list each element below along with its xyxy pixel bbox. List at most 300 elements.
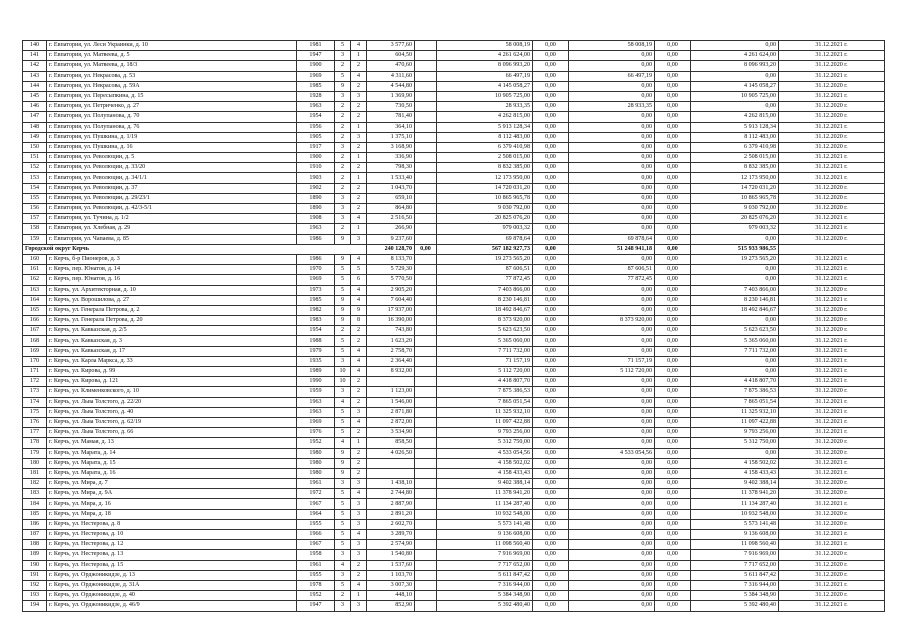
floors-cell: 5 (335, 336, 351, 346)
col10-cell: 0,00 (569, 305, 655, 315)
group-row-kerch (23, 244, 885, 254)
completion-date-cell: 31.12.2021 г. (779, 458, 885, 468)
col11-cell: 0,00 (655, 224, 691, 234)
year-built-cell: 1966 (297, 530, 335, 540)
col11-cell: 0,00 (655, 591, 691, 601)
col9-cell: 0,00 (533, 580, 569, 590)
col10-cell: 0,00 (569, 479, 655, 489)
year-built-cell: 1986 (297, 254, 335, 264)
entrances-cell: 4 (351, 580, 367, 590)
col7-cell (415, 81, 437, 91)
row-number-cell: 165 (23, 305, 47, 315)
entrances-cell: 1 (351, 224, 367, 234)
col11-cell: 0,00 (655, 377, 691, 387)
entrances-cell: 3 (351, 519, 367, 529)
col11-cell: 0,00 (655, 499, 691, 509)
year-built-cell: 1985 (297, 81, 335, 91)
total-cost-cell: 7 916 969,00 (437, 550, 533, 560)
col7-cell (415, 234, 437, 244)
total-area-cell: 16 390,00 (367, 316, 415, 326)
year-built-cell: 1989 (297, 367, 335, 377)
floors-cell: 5 (335, 530, 351, 540)
address-cell: г. Керчь, ул. Нестерова, д. 8 (47, 519, 297, 529)
table-row (23, 214, 885, 224)
col12-cell: 0,00 (691, 41, 779, 51)
row-number-cell: 178 (23, 438, 47, 448)
col10-cell: 0,00 (569, 458, 655, 468)
row-number-cell: 176 (23, 417, 47, 427)
table-row (23, 367, 885, 377)
total-area-cell: 852,90 (367, 601, 415, 611)
total-area-cell: 8 133,70 (367, 254, 415, 264)
address-cell: г. Евпатория, ул. Революции, д. 37 (47, 183, 297, 193)
col9-cell: 0,00 (533, 438, 569, 448)
year-built-cell: 1980 (297, 468, 335, 478)
address-cell: г. Керчь, ул. Мамая, д. 13 (47, 438, 297, 448)
col10-cell: 0,00 (569, 295, 655, 305)
table-row (23, 519, 885, 529)
floors-cell: 3 (335, 479, 351, 489)
col7-cell (415, 540, 437, 550)
col9-cell: 0,00 (533, 336, 569, 346)
entrances-cell: 3 (351, 234, 367, 244)
col9-cell: 0,00 (533, 305, 569, 315)
table-row (23, 305, 885, 315)
table-row (23, 601, 885, 611)
col12-cell: 20 825 076,20 (691, 214, 779, 224)
year-built-cell: 1978 (297, 580, 335, 590)
entrances-cell: 3 (351, 601, 367, 611)
completion-date-cell: 31.12.2020 г. (779, 509, 885, 519)
table-row (23, 417, 885, 427)
col11-cell: 0,00 (655, 397, 691, 407)
col9-cell: 0,00 (533, 356, 569, 366)
group-col9: 0,00 (533, 244, 569, 254)
group-date (779, 244, 885, 254)
entrances-cell: 3 (351, 499, 367, 509)
entrances-cell: 2 (351, 204, 367, 214)
floors-cell: 5 (335, 71, 351, 81)
completion-date-cell: 31.12.2020 г. (779, 489, 885, 499)
total-cost-cell: 9 402 388,14 (437, 479, 533, 489)
year-built-cell: 1905 (297, 132, 335, 142)
group-col11: 0,00 (655, 244, 691, 254)
total-cost-cell: 10 865 965,78 (437, 193, 533, 203)
address-cell: г. Евпатория, ул. Леси Украинки, д. 10 (47, 41, 297, 51)
group-col10: 51 248 941,18 (569, 244, 655, 254)
total-area-cell: 9 237,60 (367, 234, 415, 244)
col9-cell: 0,00 (533, 71, 569, 81)
completion-date-cell: 31.12.2021 г. (779, 153, 885, 163)
col11-cell: 0,00 (655, 417, 691, 427)
total-area-cell: 2 871,80 (367, 407, 415, 417)
col7-cell (415, 509, 437, 519)
total-area-cell: 266,90 (367, 224, 415, 234)
col10-cell: 0,00 (569, 499, 655, 509)
address-cell: г. Евпатория, ул. Революции, д. 34/1/1 (47, 173, 297, 183)
col11-cell: 0,00 (655, 367, 691, 377)
floors-cell: 9 (335, 316, 351, 326)
total-cost-cell: 4 262 815,00 (437, 112, 533, 122)
row-number-cell: 151 (23, 153, 47, 163)
row-number-cell: 162 (23, 275, 47, 285)
col9-cell: 0,00 (533, 61, 569, 71)
col12-cell: 0,00 (691, 356, 779, 366)
col10-cell: 0,00 (569, 387, 655, 397)
year-built-cell: 1952 (297, 438, 335, 448)
year-built-cell: 1961 (297, 479, 335, 489)
col10-cell: 0,00 (569, 112, 655, 122)
col11-cell: 0,00 (655, 448, 691, 458)
col10-cell: 0,00 (569, 173, 655, 183)
entrances-cell: 2 (351, 387, 367, 397)
row-number-cell: 168 (23, 336, 47, 346)
total-cost-cell: 5 623 623,50 (437, 326, 533, 336)
address-cell: г. Керчь, ул. Льва Толстого, д. 40 (47, 407, 297, 417)
address-cell: г. Керчь, ул. Льва Толстого, д. 22/20 (47, 397, 297, 407)
address-cell: г. Керчь, ул. Марата, д. 15 (47, 458, 297, 468)
row-number-cell: 156 (23, 204, 47, 214)
total-area-cell: 3 534,90 (367, 428, 415, 438)
floors-cell: 5 (335, 285, 351, 295)
col10-cell: 0,00 (569, 468, 655, 478)
address-cell: г. Евпатория, ул. Революции, д. 42/3-5/1 (47, 204, 297, 214)
address-cell: г. Керчь, ул. Кирова, д. 99 (47, 367, 297, 377)
floors-cell: 3 (335, 387, 351, 397)
entrances-cell: 4 (351, 285, 367, 295)
floors-cell: 2 (335, 326, 351, 336)
floors-cell: 2 (335, 112, 351, 122)
entrances-cell: 4 (351, 214, 367, 224)
col11-cell: 0,00 (655, 316, 691, 326)
table-row (23, 132, 885, 142)
col9-cell: 0,00 (533, 316, 569, 326)
entrances-cell: 2 (351, 102, 367, 112)
col12-cell: 10 865 965,78 (691, 193, 779, 203)
entrances-cell: 3 (351, 550, 367, 560)
row-number-cell: 143 (23, 71, 47, 81)
col9-cell: 0,00 (533, 163, 569, 173)
col11-cell: 0,00 (655, 479, 691, 489)
address-cell: г. Евпатория, ул. Хлебная, д. 29 (47, 224, 297, 234)
col10-cell: 0,00 (569, 540, 655, 550)
total-cost-cell: 4 418 807,70 (437, 377, 533, 387)
total-cost-cell: 7 865 051,54 (437, 397, 533, 407)
address-cell: г. Керчь, ул. Нестерова, д. 10 (47, 530, 297, 540)
col10-cell: 0,00 (569, 326, 655, 336)
total-area-cell: 3 577,60 (367, 41, 415, 51)
col11-cell: 0,00 (655, 489, 691, 499)
total-area-cell (367, 468, 415, 478)
col10-cell: 69 878,64 (569, 234, 655, 244)
floors-cell: 2 (335, 591, 351, 601)
col10-cell: 0,00 (569, 346, 655, 356)
total-cost-cell: 18 492 846,67 (437, 305, 533, 315)
col7-cell (415, 458, 437, 468)
year-built-cell: 1981 (297, 41, 335, 51)
table-row (23, 356, 885, 366)
floors-cell: 2 (335, 163, 351, 173)
col11-cell: 0,00 (655, 407, 691, 417)
col10-cell: 0,00 (569, 183, 655, 193)
col7-cell (415, 51, 437, 61)
col7-cell (415, 601, 437, 611)
col10-cell: 0,00 (569, 224, 655, 234)
table-row (23, 448, 885, 458)
address-cell: г. Керчь, ул. Нестерова, д. 12 (47, 540, 297, 550)
col9-cell: 0,00 (533, 81, 569, 91)
row-number-cell: 164 (23, 295, 47, 305)
row-number-cell: 147 (23, 112, 47, 122)
address-cell: г. Керчь, ул. Кавказская, д. 3 (47, 336, 297, 346)
col7-cell (415, 224, 437, 234)
completion-date-cell: 31.12.2021 г. (779, 41, 885, 51)
completion-date-cell: 31.12.2021 г. (779, 163, 885, 173)
completion-date-cell: 31.12.2020 г. (779, 326, 885, 336)
total-area-cell: 1 123,00 (367, 387, 415, 397)
address-cell: г. Евпатория, ул. Матвеева, д. 18/3 (47, 61, 297, 71)
col7-cell (415, 519, 437, 529)
floors-cell: 3 (335, 570, 351, 580)
col10-cell: 66 497,19 (569, 71, 655, 81)
col11-cell: 0,00 (655, 285, 691, 295)
floors-cell: 2 (335, 61, 351, 71)
floors-cell: 3 (335, 356, 351, 366)
floors-cell: 3 (335, 193, 351, 203)
col12-cell: 12 173 950,00 (691, 173, 779, 183)
col7-cell (415, 254, 437, 264)
col7-cell (415, 428, 437, 438)
table-row (23, 204, 885, 214)
col10-cell: 28 933,35 (569, 102, 655, 112)
completion-date-cell: 31.12.2020 г. (779, 550, 885, 560)
row-number-cell: 146 (23, 102, 47, 112)
table-row (23, 530, 885, 540)
col7-cell (415, 580, 437, 590)
table-row (23, 254, 885, 264)
col11-cell: 0,00 (655, 204, 691, 214)
col7-cell (415, 214, 437, 224)
address-cell: г. Керчь, ул. Кавказская, д. 2/5 (47, 326, 297, 336)
row-number-cell: 171 (23, 367, 47, 377)
col9-cell: 0,00 (533, 468, 569, 478)
total-area-cell: 2 872,00 (367, 417, 415, 427)
group-col7: 0,00 (415, 244, 437, 254)
floors-cell: 5 (335, 580, 351, 590)
col7-cell (415, 295, 437, 305)
entrances-cell: 3 (351, 407, 367, 417)
entrances-cell: 2 (351, 336, 367, 346)
col7-cell (415, 265, 437, 275)
col12-cell: 9 793 256,00 (691, 428, 779, 438)
total-area-cell: 3 007,30 (367, 580, 415, 590)
total-cost-cell: 77 872,45 (437, 275, 533, 285)
floors-cell: 2 (335, 224, 351, 234)
total-cost-cell: 5 384 348,90 (437, 591, 533, 601)
table-row (23, 275, 885, 285)
entrances-cell: 2 (351, 560, 367, 570)
housing-table (22, 40, 885, 612)
col12-cell: 4 145 058,27 (691, 81, 779, 91)
completion-date-cell: 31.12.2020 г. (779, 285, 885, 295)
total-cost-cell: 5 392 480,40 (437, 601, 533, 611)
col9-cell: 0,00 (533, 397, 569, 407)
floors-cell: 2 (335, 153, 351, 163)
col12-cell: 18 492 846,67 (691, 305, 779, 315)
col12-cell: 11 134 287,40 (691, 499, 779, 509)
col9-cell: 0,00 (533, 387, 569, 397)
entrances-cell: 4 (351, 367, 367, 377)
year-built-cell: 1969 (297, 417, 335, 427)
col9-cell: 0,00 (533, 132, 569, 142)
floors-cell: 5 (335, 519, 351, 529)
floors-cell: 5 (335, 346, 351, 356)
col12-cell: 6 379 410,98 (691, 142, 779, 152)
table-row (23, 591, 885, 601)
entrances-cell: 4 (351, 489, 367, 499)
completion-date-cell: 31.12.2020 г. (779, 61, 885, 71)
table-row (23, 91, 885, 101)
completion-date-cell: 31.12.2021 г. (779, 499, 885, 509)
col11-cell: 0,00 (655, 509, 691, 519)
table-row (23, 479, 885, 489)
col11-cell: 0,00 (655, 214, 691, 224)
col7-cell (415, 550, 437, 560)
address-cell: г. Евпатория, ул. Пушкина, д. 16 (47, 142, 297, 152)
entrances-cell: 3 (351, 91, 367, 101)
completion-date-cell: 31.12.2021 г. (779, 295, 885, 305)
col11-cell: 0,00 (655, 51, 691, 61)
col11-cell: 0,00 (655, 132, 691, 142)
completion-date-cell: 31.12.2021 г. (779, 254, 885, 264)
floors-cell: 5 (335, 265, 351, 275)
col9-cell: 0,00 (533, 41, 569, 51)
table-row (23, 316, 885, 326)
col12-cell: 7 717 652,00 (691, 560, 779, 570)
total-area-cell: 5 770,50 (367, 275, 415, 285)
col11-cell: 0,00 (655, 428, 691, 438)
total-cost-cell: 4 533 054,56 (437, 448, 533, 458)
total-cost-cell: 7 875 386,53 (437, 387, 533, 397)
col12-cell: 14 720 031,20 (691, 183, 779, 193)
floors-cell: 2 (335, 122, 351, 132)
col10-cell: 0,00 (569, 530, 655, 540)
col10-cell: 0,00 (569, 142, 655, 152)
total-cost-cell: 2 508 015,00 (437, 153, 533, 163)
col9-cell: 0,00 (533, 346, 569, 356)
col11-cell: 0,00 (655, 112, 691, 122)
table-row (23, 407, 885, 417)
total-cost-cell: 12 173 950,00 (437, 173, 533, 183)
total-cost-cell: 7 316 944,00 (437, 580, 533, 590)
col9-cell: 0,00 (533, 591, 569, 601)
col7-cell (415, 163, 437, 173)
floors-cell: 3 (335, 550, 351, 560)
total-area-cell: 448,10 (367, 591, 415, 601)
total-area-cell: 1 369,90 (367, 91, 415, 101)
col9-cell: 0,00 (533, 91, 569, 101)
year-built-cell: 1988 (297, 336, 335, 346)
total-cost-cell: 8 112 483,00 (437, 132, 533, 142)
completion-date-cell: 31.12.2020 г. (779, 102, 885, 112)
total-cost-cell: 9 793 256,00 (437, 428, 533, 438)
col12-cell: 0,00 (691, 234, 779, 244)
year-built-cell: 1963 (297, 102, 335, 112)
total-area-cell: 1 540,80 (367, 550, 415, 560)
address-cell: г. Евпатория, ул. Пушкина, д. 1/19 (47, 132, 297, 142)
completion-date-cell: 31.12.2020 г. (779, 591, 885, 601)
total-area-cell: 2 887,90 (367, 499, 415, 509)
year-built-cell: 1910 (297, 163, 335, 173)
total-area-cell: 3 168,90 (367, 142, 415, 152)
table-row (23, 295, 885, 305)
entrances-cell: 1 (351, 591, 367, 601)
col9-cell: 0,00 (533, 193, 569, 203)
table-row (23, 509, 885, 519)
total-area-cell: 7 604,40 (367, 295, 415, 305)
col9-cell: 0,00 (533, 428, 569, 438)
total-cost-cell: 7 403 866,00 (437, 285, 533, 295)
col10-cell: 0,00 (569, 377, 655, 387)
total-area-cell: 2 364,40 (367, 356, 415, 366)
col10-cell: 0,00 (569, 51, 655, 61)
row-number-cell: 155 (23, 193, 47, 203)
document-sheet (22, 40, 884, 612)
total-cost-cell: 11 098 560,40 (437, 540, 533, 550)
col12-cell: 19 273 565,20 (691, 254, 779, 264)
floors-cell: 5 (335, 407, 351, 417)
col9-cell: 0,00 (533, 173, 569, 183)
col9-cell: 0,00 (533, 326, 569, 336)
col12-cell: 8 230 146,81 (691, 295, 779, 305)
completion-date-cell: 31.12.2021 г. (779, 275, 885, 285)
table-row (23, 540, 885, 550)
col12-cell: 0,00 (691, 102, 779, 112)
total-area-cell: 470,60 (367, 61, 415, 71)
table-row (23, 61, 885, 71)
address-cell: г. Керчь, ул. Орджоникидзе, д. 40 (47, 591, 297, 601)
floors-cell: 9 (335, 254, 351, 264)
col11-cell: 0,00 (655, 193, 691, 203)
col7-cell (415, 122, 437, 132)
table-row (23, 81, 885, 91)
floors-cell: 3 (335, 204, 351, 214)
col9-cell: 0,00 (533, 509, 569, 519)
col9-cell: 0,00 (533, 214, 569, 224)
col9-cell: 0,00 (533, 519, 569, 529)
year-built-cell: 1985 (297, 295, 335, 305)
floors-cell: 9 (335, 81, 351, 91)
entrances-cell: 4 (351, 356, 367, 366)
floors-cell: 9 (335, 448, 351, 458)
col10-cell: 0,00 (569, 214, 655, 224)
col10-cell: 0,00 (569, 204, 655, 214)
floors-cell: 2 (335, 102, 351, 112)
col9-cell: 0,00 (533, 479, 569, 489)
table-row (23, 265, 885, 275)
address-cell: г. Евпатория, ул. Некрасова, д. 53 (47, 71, 297, 81)
row-number-cell: 150 (23, 142, 47, 152)
col7-cell (415, 407, 437, 417)
entrances-cell: 2 (351, 61, 367, 71)
year-built-cell: 1890 (297, 204, 335, 214)
year-built-cell: 1917 (297, 142, 335, 152)
row-number-cell: 153 (23, 173, 47, 183)
total-area-cell: 1 533,40 (367, 173, 415, 183)
col7-cell (415, 193, 437, 203)
completion-date-cell: 31.12.2021 г. (779, 91, 885, 101)
floors-cell: 5 (335, 489, 351, 499)
